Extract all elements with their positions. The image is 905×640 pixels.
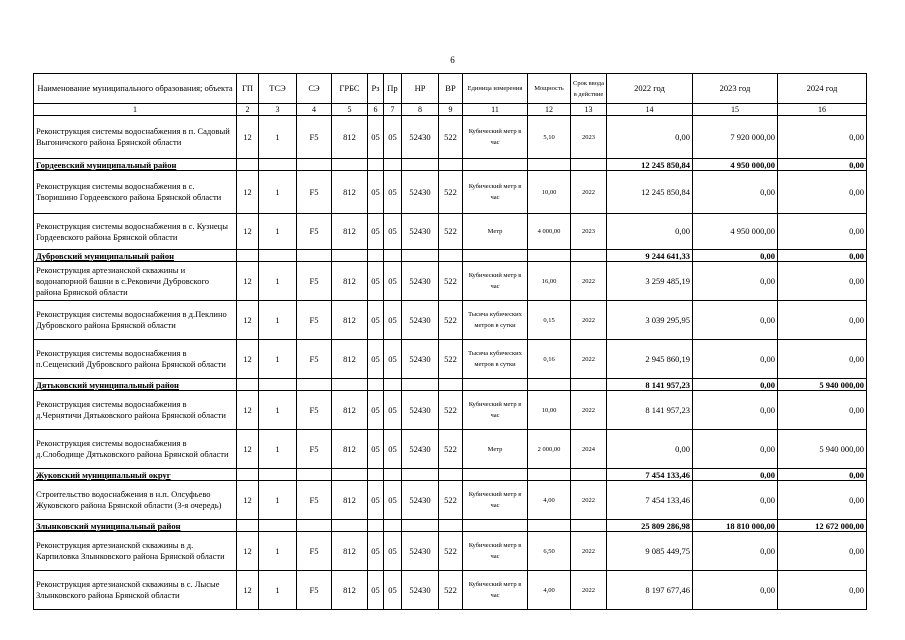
amount-2022: 12 245 850,84 [607, 171, 693, 214]
pr-code: 05 [384, 391, 402, 430]
capacity: 2 000,00 [528, 430, 571, 469]
amount-2024: 0,00 [778, 532, 867, 571]
unit-of-measure: Кубический метр в час [463, 262, 528, 301]
rz-code: 05 [368, 391, 384, 430]
empty-cell [368, 520, 384, 532]
unit-of-measure: Кубический метр в час [463, 532, 528, 571]
amount-2022: 0,00 [607, 430, 693, 469]
vr-code: 522 [439, 571, 463, 610]
tse-code: 1 [259, 301, 297, 340]
commissioning-year: 2022 [571, 571, 607, 610]
pr-code: 05 [384, 262, 402, 301]
unit-of-measure: Тысяча кубических метров в сутки [463, 340, 528, 379]
empty-cell [297, 520, 332, 532]
empty-cell [402, 379, 439, 391]
amount-2024: 0,00 [778, 159, 867, 171]
column-number: 1 [34, 104, 237, 116]
amount-2024: 0,00 [778, 391, 867, 430]
empty-cell [237, 469, 259, 481]
rz-code: 05 [368, 340, 384, 379]
empty-cell [259, 159, 297, 171]
tse-code: 1 [259, 481, 297, 520]
empty-cell [237, 520, 259, 532]
header-unit: Единица измерения [463, 74, 528, 104]
amount-2023: 4 950 000,00 [693, 214, 778, 250]
amount-2024: 0,00 [778, 262, 867, 301]
amount-2023: 0,00 [693, 481, 778, 520]
empty-cell [571, 159, 607, 171]
header-tse: ТСЭ [259, 74, 297, 104]
capacity: 0,15 [528, 301, 571, 340]
column-number: 13 [571, 104, 607, 116]
vr-code: 522 [439, 262, 463, 301]
grbs-code: 812 [332, 571, 368, 610]
empty-cell [332, 250, 368, 262]
amount-2022: 3 259 485,19 [607, 262, 693, 301]
empty-cell [259, 250, 297, 262]
tse-code: 1 [259, 171, 297, 214]
grbs-code: 812 [332, 301, 368, 340]
empty-cell [384, 469, 402, 481]
empty-cell [384, 379, 402, 391]
object-row [34, 301, 867, 340]
rz-code: 05 [368, 481, 384, 520]
nr-code: 52430 [402, 391, 439, 430]
amount-2022: 7 454 133,46 [607, 481, 693, 520]
empty-cell [384, 250, 402, 262]
empty-cell [528, 469, 571, 481]
object-row [34, 391, 867, 430]
unit-of-measure: Кубический метр в час [463, 171, 528, 214]
empty-cell [528, 159, 571, 171]
object-row [34, 262, 867, 301]
empty-cell [439, 379, 463, 391]
empty-cell [439, 250, 463, 262]
commissioning-year: 2022 [571, 391, 607, 430]
empty-cell [384, 159, 402, 171]
amount-2024: 0,00 [778, 171, 867, 214]
vr-code: 522 [439, 532, 463, 571]
rz-code: 05 [368, 430, 384, 469]
column-number: 9 [439, 104, 463, 116]
column-number: 14 [607, 104, 693, 116]
grbs-code: 812 [332, 262, 368, 301]
nr-code: 52430 [402, 430, 439, 469]
unit-of-measure: Кубический метр в час [463, 391, 528, 430]
district-name: Гордеевский муниципальный район [34, 159, 237, 171]
grbs-code: 812 [332, 430, 368, 469]
object-row [34, 532, 867, 571]
empty-cell [259, 379, 297, 391]
amount-2022: 8 141 957,23 [607, 379, 693, 391]
amount-2024: 0,00 [778, 481, 867, 520]
budget-table [33, 73, 867, 610]
se-code: F5 [297, 571, 332, 610]
header-grbs: ГРБС [332, 74, 368, 104]
object-name: Реконструкция системы водоснабжения в п. Садовый Выгоничского района Брянской области [34, 116, 237, 159]
se-code: F5 [297, 301, 332, 340]
tse-code: 1 [259, 391, 297, 430]
gp-code: 12 [237, 430, 259, 469]
se-code: F5 [297, 214, 332, 250]
commissioning-year: 2022 [571, 481, 607, 520]
vr-code: 522 [439, 430, 463, 469]
unit-of-measure: Тысяча кубических метров в сутки [463, 301, 528, 340]
empty-cell [368, 469, 384, 481]
amount-2022: 12 245 850,84 [607, 159, 693, 171]
pr-code: 05 [384, 430, 402, 469]
gp-code: 12 [237, 171, 259, 214]
district-row [34, 159, 867, 171]
amount-2023: 18 810 000,00 [693, 520, 778, 532]
pr-code: 05 [384, 116, 402, 159]
amount-2022: 25 809 286,98 [607, 520, 693, 532]
empty-cell [259, 520, 297, 532]
pr-code: 05 [384, 301, 402, 340]
object-name: Реконструкция системы водоснабжения в п.Сещенский Дубровского района Брянской области [34, 340, 237, 379]
amount-2023: 0,00 [693, 262, 778, 301]
pr-code: 05 [384, 532, 402, 571]
amount-2023: 0,00 [693, 379, 778, 391]
empty-cell [528, 250, 571, 262]
object-name: Реконструкция артезианской скважины в д. Карпиловка Злынковского района Брянской области [34, 532, 237, 571]
object-row [34, 340, 867, 379]
nr-code: 52430 [402, 116, 439, 159]
district-row [34, 379, 867, 391]
empty-cell [402, 520, 439, 532]
pr-code: 05 [384, 171, 402, 214]
tse-code: 1 [259, 116, 297, 159]
district-name: Злынковский муниципальный район [34, 520, 237, 532]
district-row [34, 469, 867, 481]
empty-cell [259, 469, 297, 481]
empty-cell [332, 379, 368, 391]
header-name: Наименование муниципального образования; объекта [34, 74, 237, 104]
tse-code: 1 [259, 340, 297, 379]
empty-cell [332, 159, 368, 171]
unit-of-measure: Кубический метр в час [463, 481, 528, 520]
tse-code: 1 [259, 262, 297, 301]
empty-cell [368, 379, 384, 391]
nr-code: 52430 [402, 301, 439, 340]
capacity: 16,00 [528, 262, 571, 301]
empty-cell [237, 250, 259, 262]
nr-code: 52430 [402, 532, 439, 571]
empty-cell [439, 520, 463, 532]
object-name: Строительство водоснабжения в н.п. Олсуфьево Жуковского района Брянской области (3-я очередь) [34, 481, 237, 520]
header-row [34, 74, 867, 104]
district-row [34, 250, 867, 262]
commissioning-year: 2023 [571, 214, 607, 250]
amount-2024: 5 940 000,00 [778, 379, 867, 391]
object-name: Реконструкция артезианской скважины в с. Лысые Злынковского района Брянской области [34, 571, 237, 610]
rz-code: 05 [368, 262, 384, 301]
commissioning-year: 2022 [571, 340, 607, 379]
nr-code: 52430 [402, 214, 439, 250]
amount-2024: 0,00 [778, 571, 867, 610]
commissioning-year: 2024 [571, 430, 607, 469]
header-2024: 2024 год [778, 74, 867, 104]
se-code: F5 [297, 171, 332, 214]
se-code: F5 [297, 430, 332, 469]
header-term: Срок ввода в действие [571, 74, 607, 104]
gp-code: 12 [237, 116, 259, 159]
capacity: 4 000,00 [528, 214, 571, 250]
column-number: 4 [297, 104, 332, 116]
page-number: 6 [450, 55, 455, 65]
amount-2023: 0,00 [693, 430, 778, 469]
column-number: 7 [384, 104, 402, 116]
capacity: 4,00 [528, 481, 571, 520]
se-code: F5 [297, 340, 332, 379]
gp-code: 12 [237, 214, 259, 250]
pr-code: 05 [384, 481, 402, 520]
vr-code: 522 [439, 391, 463, 430]
tse-code: 1 [259, 214, 297, 250]
rz-code: 05 [368, 301, 384, 340]
object-row [34, 171, 867, 214]
tse-code: 1 [259, 430, 297, 469]
empty-cell [463, 159, 528, 171]
pr-code: 05 [384, 214, 402, 250]
grbs-code: 812 [332, 391, 368, 430]
amount-2022: 0,00 [607, 116, 693, 159]
column-number: 3 [259, 104, 297, 116]
commissioning-year: 2022 [571, 532, 607, 571]
amount-2024: 0,00 [778, 469, 867, 481]
grbs-code: 812 [332, 532, 368, 571]
grbs-code: 812 [332, 171, 368, 214]
pr-code: 05 [384, 571, 402, 610]
district-name: Дубровский муниципальный район [34, 250, 237, 262]
column-number: 16 [778, 104, 867, 116]
header-vr: ВР [439, 74, 463, 104]
nr-code: 52430 [402, 571, 439, 610]
empty-cell [528, 520, 571, 532]
column-number: 5 [332, 104, 368, 116]
district-row [34, 520, 867, 532]
amount-2023: 0,00 [693, 250, 778, 262]
rz-code: 05 [368, 171, 384, 214]
empty-cell [439, 469, 463, 481]
gp-code: 12 [237, 262, 259, 301]
empty-cell [384, 520, 402, 532]
capacity: 10,00 [528, 171, 571, 214]
object-row [34, 481, 867, 520]
amount-2024: 5 940 000,00 [778, 430, 867, 469]
amount-2023: 7 920 000,00 [693, 116, 778, 159]
amount-2022: 3 039 295,95 [607, 301, 693, 340]
vr-code: 522 [439, 340, 463, 379]
column-number: 15 [693, 104, 778, 116]
empty-cell [571, 250, 607, 262]
amount-2023: 0,00 [693, 301, 778, 340]
gp-code: 12 [237, 532, 259, 571]
object-name: Реконструкция системы водоснабжения в с. Кузнецы Гордеевского района Брянской области [34, 214, 237, 250]
grbs-code: 812 [332, 214, 368, 250]
amount-2023: 4 950 000,00 [693, 159, 778, 171]
column-number: 8 [402, 104, 439, 116]
empty-cell [368, 250, 384, 262]
empty-cell [332, 469, 368, 481]
vr-code: 522 [439, 171, 463, 214]
header-gp: ГП [237, 74, 259, 104]
object-name: Реконструкция системы водоснабжения в д.Пеклино Дубровского района Брянской области [34, 301, 237, 340]
amount-2022: 8 141 957,23 [607, 391, 693, 430]
commissioning-year: 2022 [571, 171, 607, 214]
object-name: Реконструкция артезианской скважины и водонапорной башни в с.Рековичи Дубровского района Брянской области [34, 262, 237, 301]
rz-code: 05 [368, 116, 384, 159]
header-pr: Пр [384, 74, 402, 104]
empty-cell [571, 520, 607, 532]
amount-2023: 0,00 [693, 171, 778, 214]
header-power: Мощность [528, 74, 571, 104]
vr-code: 522 [439, 481, 463, 520]
grbs-code: 812 [332, 481, 368, 520]
object-name: Реконструкция системы водоснабжения в с. Творишино Гордеевского района Брянской области [34, 171, 237, 214]
vr-code: 522 [439, 214, 463, 250]
empty-cell [439, 159, 463, 171]
unit-of-measure: Кубический метр в час [463, 116, 528, 159]
pr-code: 05 [384, 340, 402, 379]
empty-cell [297, 379, 332, 391]
gp-code: 12 [237, 340, 259, 379]
vr-code: 522 [439, 301, 463, 340]
tse-code: 1 [259, 571, 297, 610]
object-name: Реконструкция системы водоснабжения в д.Чернятичи Дятьковского района Брянской области [34, 391, 237, 430]
empty-cell [463, 469, 528, 481]
column-number: 2 [237, 104, 259, 116]
gp-code: 12 [237, 301, 259, 340]
rz-code: 05 [368, 532, 384, 571]
empty-cell [463, 379, 528, 391]
rz-code: 05 [368, 214, 384, 250]
amount-2022: 9 244 641,33 [607, 250, 693, 262]
nr-code: 52430 [402, 340, 439, 379]
amount-2024: 0,00 [778, 301, 867, 340]
object-row [34, 116, 867, 159]
nr-code: 52430 [402, 171, 439, 214]
empty-cell [463, 520, 528, 532]
gp-code: 12 [237, 391, 259, 430]
tse-code: 1 [259, 532, 297, 571]
column-number: 6 [368, 104, 384, 116]
amount-2022: 9 085 449,75 [607, 532, 693, 571]
empty-cell [571, 379, 607, 391]
empty-cell [528, 379, 571, 391]
header-2023: 2023 год [693, 74, 778, 104]
empty-cell [368, 159, 384, 171]
object-row [34, 571, 867, 610]
empty-cell [297, 250, 332, 262]
capacity: 10,00 [528, 391, 571, 430]
amount-2023: 0,00 [693, 340, 778, 379]
district-name: Жуковский муниципальный округ [34, 469, 237, 481]
table-body [34, 74, 867, 610]
header-2022: 2022 год [607, 74, 693, 104]
capacity: 6,50 [528, 532, 571, 571]
district-name: Дятьковский муниципальный район [34, 379, 237, 391]
amount-2024: 0,00 [778, 214, 867, 250]
header-nr: НР [402, 74, 439, 104]
amount-2023: 0,00 [693, 469, 778, 481]
se-code: F5 [297, 481, 332, 520]
object-name: Реконструкция системы водоснабжения в д.Слободище Дятьковского района Брянской области [34, 430, 237, 469]
commissioning-year: 2023 [571, 116, 607, 159]
capacity: 0,16 [528, 340, 571, 379]
column-number: 11 [463, 104, 528, 116]
grbs-code: 812 [332, 340, 368, 379]
amount-2024: 12 672 000,00 [778, 520, 867, 532]
header-rz: Рз [368, 74, 384, 104]
amount-2022: 0,00 [607, 214, 693, 250]
amount-2024: 0,00 [778, 250, 867, 262]
unit-of-measure: Метр [463, 430, 528, 469]
object-row [34, 214, 867, 250]
amount-2022: 7 454 133,46 [607, 469, 693, 481]
empty-cell [463, 250, 528, 262]
capacity: 5,10 [528, 116, 571, 159]
commissioning-year: 2022 [571, 262, 607, 301]
empty-cell [402, 250, 439, 262]
column-number: 12 [528, 104, 571, 116]
object-row [34, 430, 867, 469]
amount-2023: 0,00 [693, 391, 778, 430]
grbs-code: 812 [332, 116, 368, 159]
empty-cell [297, 469, 332, 481]
amount-2023: 0,00 [693, 571, 778, 610]
header-se: СЭ [297, 74, 332, 104]
capacity: 4,00 [528, 571, 571, 610]
se-code: F5 [297, 262, 332, 301]
empty-cell [571, 469, 607, 481]
se-code: F5 [297, 532, 332, 571]
unit-of-measure: Метр [463, 214, 528, 250]
gp-code: 12 [237, 481, 259, 520]
empty-cell [237, 379, 259, 391]
commissioning-year: 2022 [571, 301, 607, 340]
empty-cell [237, 159, 259, 171]
column-number-row [34, 104, 867, 116]
empty-cell [297, 159, 332, 171]
gp-code: 12 [237, 571, 259, 610]
amount-2024: 0,00 [778, 340, 867, 379]
empty-cell [402, 469, 439, 481]
se-code: F5 [297, 391, 332, 430]
empty-cell [402, 159, 439, 171]
amount-2023: 0,00 [693, 532, 778, 571]
unit-of-measure: Кубический метр в час [463, 571, 528, 610]
amount-2022: 2 945 860,19 [607, 340, 693, 379]
se-code: F5 [297, 116, 332, 159]
vr-code: 522 [439, 116, 463, 159]
empty-cell [332, 520, 368, 532]
amount-2022: 8 197 677,46 [607, 571, 693, 610]
nr-code: 52430 [402, 262, 439, 301]
nr-code: 52430 [402, 481, 439, 520]
rz-code: 05 [368, 571, 384, 610]
amount-2024: 0,00 [778, 116, 867, 159]
